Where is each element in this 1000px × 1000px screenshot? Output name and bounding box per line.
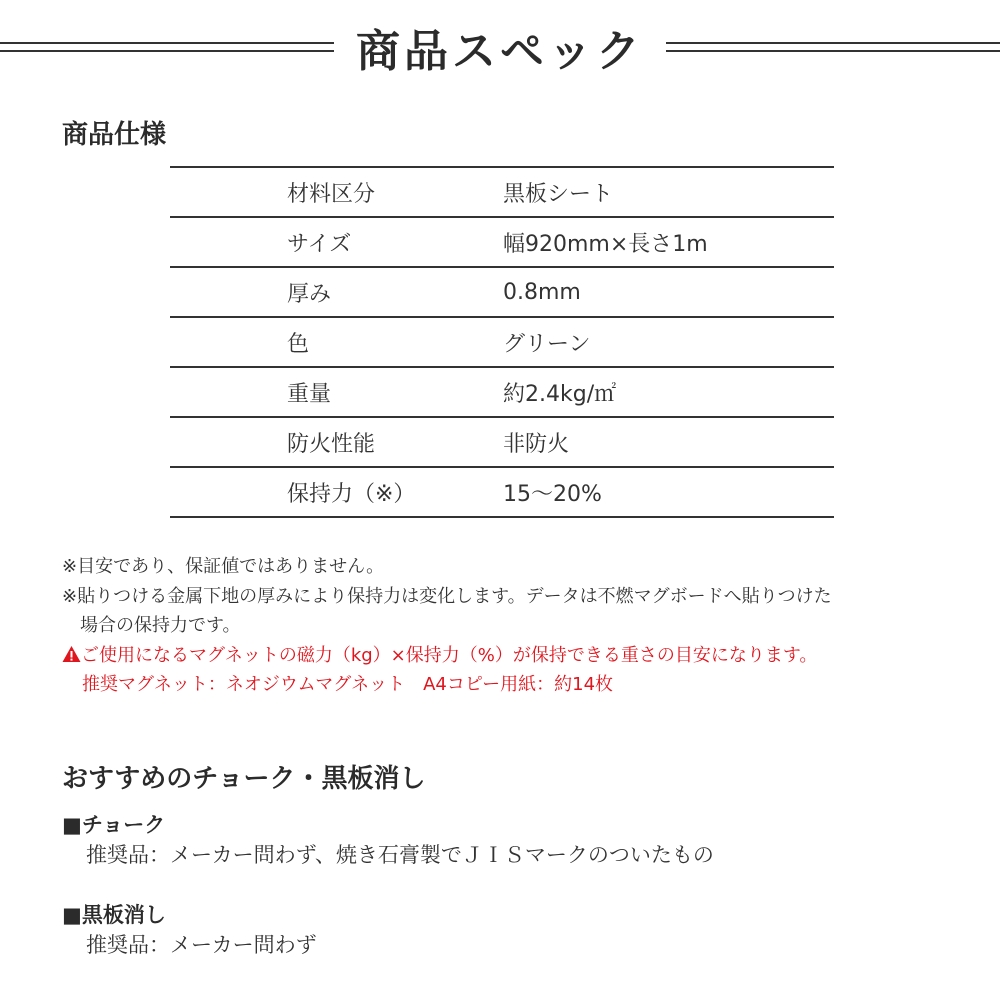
spec-row-color <box>170 318 834 368</box>
header-rule-left <box>0 42 334 52</box>
spec-label: 重量 <box>287 381 332 407</box>
warning-triangle-icon <box>62 643 81 661</box>
warning-line <box>62 641 962 671</box>
spec-label: 保持力（※） <box>287 481 416 507</box>
eraser-heading: ■黒板消し <box>62 903 166 927</box>
spec-row-fireproof <box>170 418 834 468</box>
spec-label: 厚み <box>287 281 332 307</box>
spec-row-size <box>170 218 834 268</box>
recommend-section-title: おすすめのチョーク・黒板消し <box>62 764 426 794</box>
spec-value: 15〜20% <box>503 481 602 507</box>
spec-row-holding-power <box>170 468 834 518</box>
spec-label: 材料区分 <box>287 181 376 207</box>
spec-value: 幅920mm×長さ1m <box>503 231 708 257</box>
spec-value: グリーン <box>503 331 591 357</box>
notes <box>62 552 962 700</box>
spec-section-title: 商品仕様 <box>62 120 167 150</box>
spec-row-material <box>170 168 834 218</box>
chalk-heading: ■チョーク <box>62 813 166 837</box>
chalk-block <box>62 810 714 870</box>
page-header <box>0 12 1000 82</box>
spec-table <box>170 166 834 518</box>
warning-text: ご使用になるマグネットの磁力（kg）×保持力（%）が保持できる重さの目安になります。 <box>81 644 818 666</box>
note-line: 場合の保持力です。 <box>80 615 241 636</box>
chalk-text: 推奨品：メーカー問わず、焼き石膏製でＪＩＳマークのついたもの <box>86 843 714 867</box>
spec-row-thickness <box>170 268 834 318</box>
header-rule-right <box>666 42 1000 52</box>
page-title: 商品スペック <box>356 26 644 77</box>
spec-value: 0.8mm <box>503 279 581 305</box>
recommended-magnet-line: 推奨マグネット：ネオジウムマグネット A4コピー用紙：約14枚 <box>82 674 614 695</box>
spec-label: 防火性能 <box>287 431 376 457</box>
spec-label: 色 <box>287 331 310 357</box>
spec-value: 約2.4kg/㎡ <box>503 381 617 407</box>
spec-value: 黒板シート <box>503 181 614 207</box>
spec-label: サイズ <box>287 231 352 257</box>
eraser-text: 推奨品：メーカー問わず <box>86 933 317 957</box>
spec-value: 非防火 <box>503 431 570 457</box>
note-line: ※目安であり、保証値ではありません。 <box>62 556 385 577</box>
note-line: ※貼りつける金属下地の厚みにより保持力は変化します。データは不燃マグボードへ貼りつけた <box>62 585 832 607</box>
eraser-block <box>62 900 317 960</box>
spec-row-weight <box>170 368 834 418</box>
